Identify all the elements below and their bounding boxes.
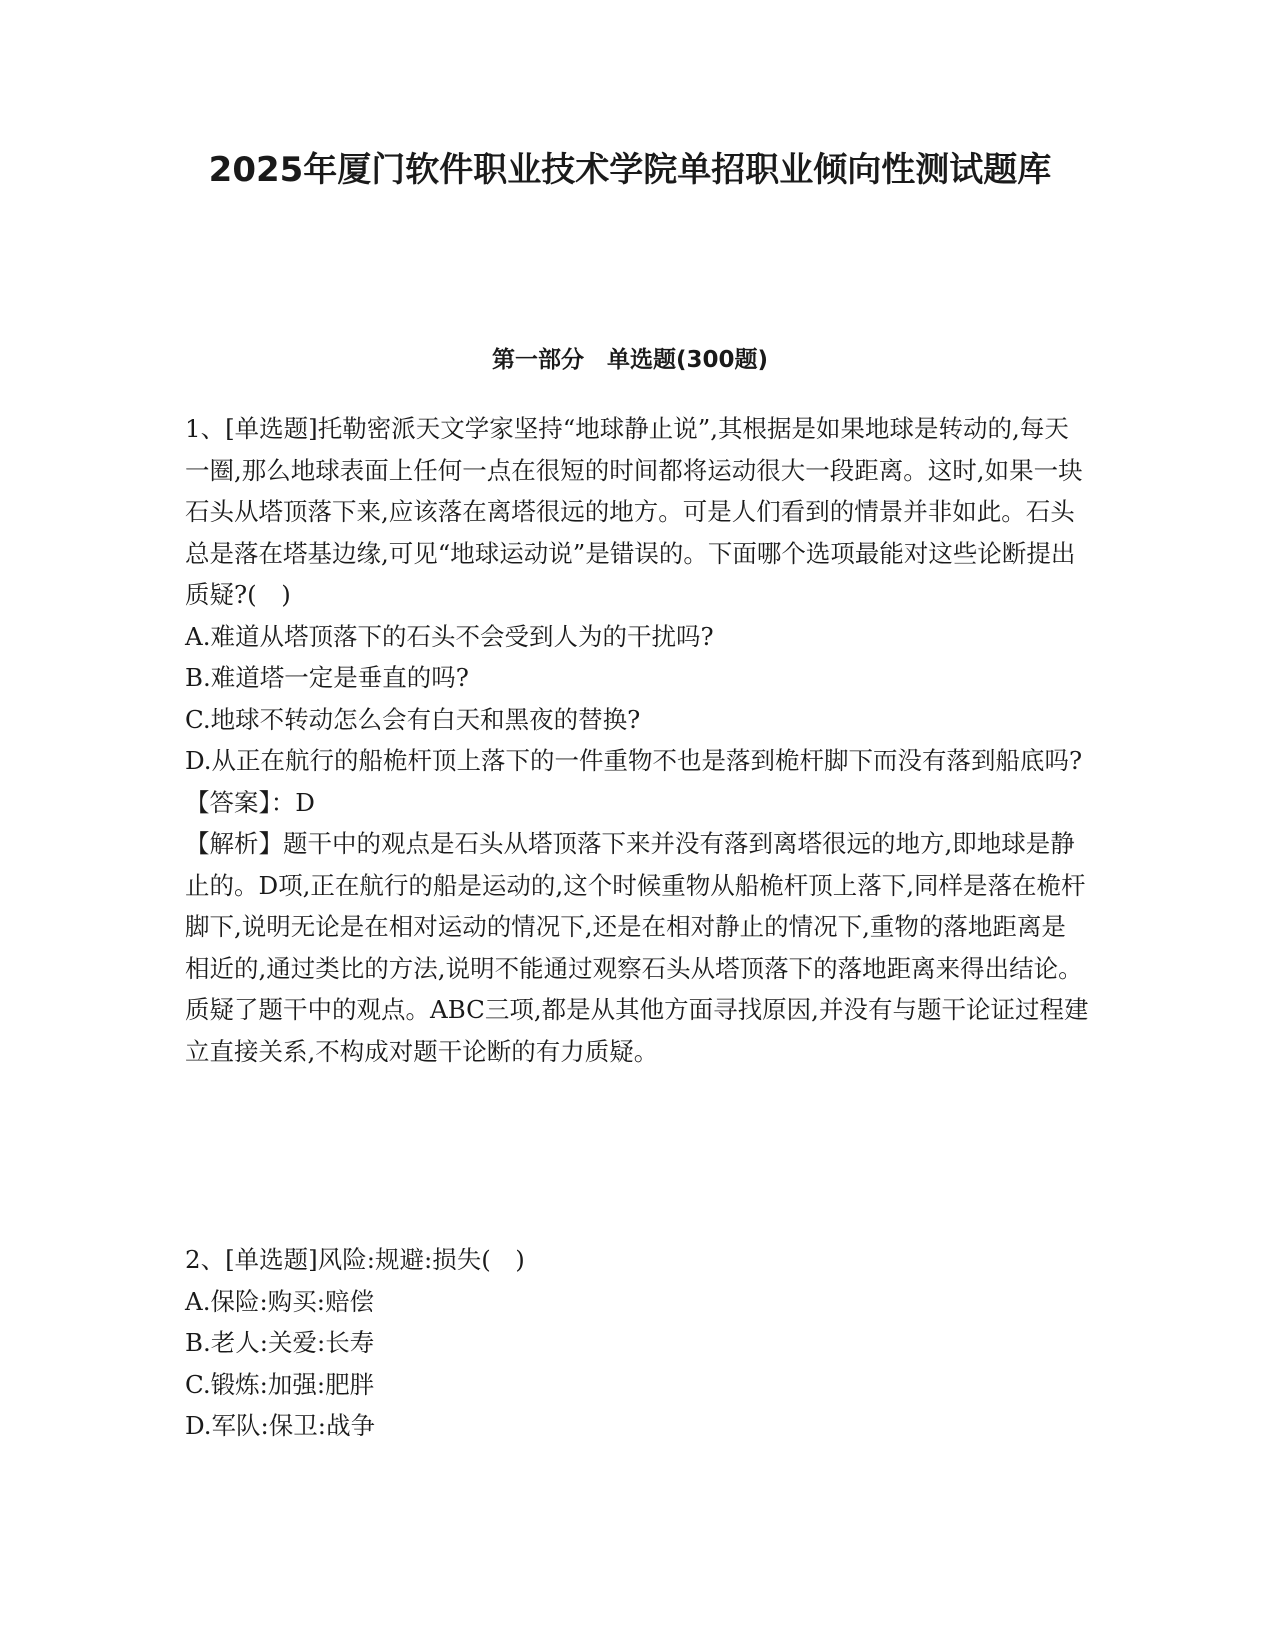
question-stem: 2、[单选题]风险:规避:损失( ) <box>185 1245 525 1274</box>
option-b: B.难道塔一定是垂直的吗? <box>185 663 469 692</box>
option-d: D.从正在航行的船桅杆顶上落下的一件重物不也是落到桅杆脚下而没有落到船底吗? <box>185 746 1083 775</box>
option-b: B.老人:关爱:长寿 <box>185 1328 375 1357</box>
option-c: C.锻炼:加强:肥胖 <box>185 1369 375 1399</box>
analysis: 【解析】题干中的观点是石头从塔顶落下来并没有落到离塔很远的地方,即地球是静止的。D项,正在航行的船是运动的,这个时候重物从船桅杆顶上落下,同样是落在桅杆脚下,说明无论是在相对运动的情况下,还是在相对静止的情况下,重物的落地距离是相近的,通过类比的方法,说明不能通过观察石头从塔顶落下的落地距离来得出结论。质疑了题干中的观点。ABC三项,都是从其他方面寻找原因,并没有与题干论证过程建立直接关系,不构成对题干论断的有力质疑。 <box>185 829 1089 1066</box>
option-a: A.保险:购买:赔偿 <box>185 1286 374 1316</box>
section-heading: 第一部分 单选题(300题) <box>491 347 769 373</box>
option-a: A.难道从塔顶落下的石头不会受到人为的干扰吗? <box>185 621 714 651</box>
question-2 <box>185 1239 1090 1447</box>
answer: 【答案】：D <box>185 787 315 817</box>
option-d: D.军队:保卫:战争 <box>185 1411 376 1440</box>
question-stem: 1、[单选题]托勒密派天文学家坚持“地球静止说”,其根据是如果地球是转动的,每天一圈,那么地球表面上任何一点在很短的时间都将运动很大一段距离。这时,如果一块石头从塔顶落下来,应该落在离塔很远的地方。可是人们看到的情景并非如此。石头总是落在塔基边缘,可见“地球运动说”是错误的。下面哪个选项最能对这些论断提出质疑?( ) <box>185 414 1083 609</box>
question-1 <box>185 408 1090 1072</box>
document-title: 2025年厦门软件职业技术学院单招职业倾向性测试题库 <box>208 150 1052 190</box>
option-c: C.地球不转动怎么会有白天和黑夜的替换? <box>185 704 641 734</box>
